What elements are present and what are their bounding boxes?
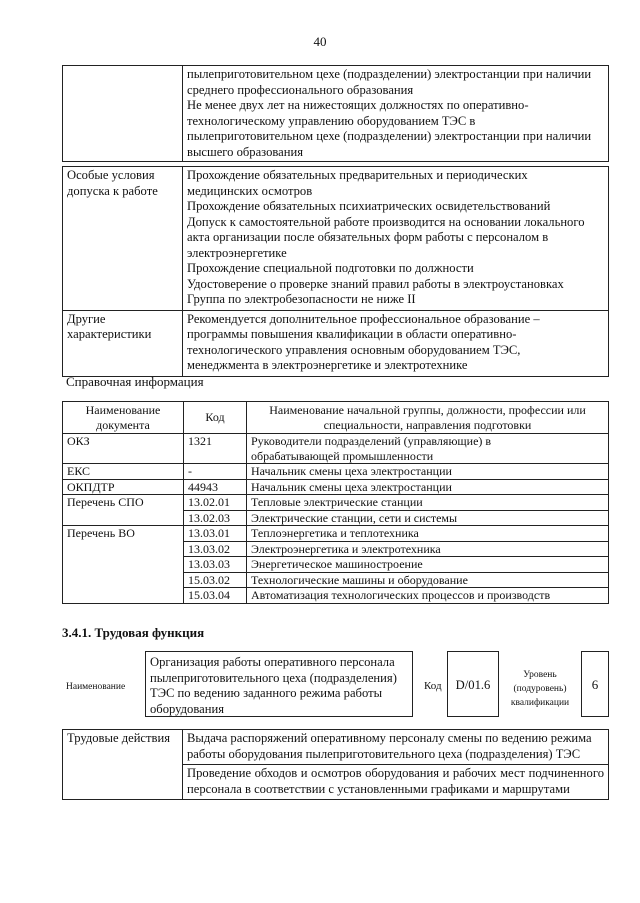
code-cell: 13.02.01 — [184, 495, 247, 511]
table-row — [63, 66, 609, 162]
other-characteristics-label — [63, 310, 183, 376]
text-line: Допуск к самостоятельной работе производится на основании локального — [187, 214, 585, 229]
header-document — [63, 402, 184, 434]
table-row — [63, 495, 609, 511]
text-line: медицинских осмотров — [187, 183, 313, 198]
name-cell: Начальник смены цеха электростанции — [247, 464, 609, 480]
text-line: Руководители подразделений (управляющие) в — [251, 434, 492, 448]
function-code-box: D/01.6 — [447, 651, 499, 717]
name-cell: Энергетическое машиностроение — [247, 557, 609, 573]
table-header-row — [63, 402, 609, 434]
text-line: среднего профессионального образования — [187, 82, 414, 97]
table-row — [63, 526, 609, 542]
text-line: Прохождение обязательных психиатрических освидетельствований — [187, 199, 551, 213]
text-line: Особые условия — [67, 168, 155, 182]
labor-actions-label: Трудовые действия — [63, 730, 183, 800]
text-line: Удостоверение о проверке знаний правил работы в электроустановках — [187, 276, 564, 291]
name-cell: Тепловые электрические станции — [247, 495, 609, 511]
text-line: пылеприготовительного цеха (подразделения) — [150, 670, 397, 685]
header-code: Код — [184, 402, 247, 434]
reference-info-table — [62, 401, 609, 604]
labor-action-cell: Проведение обходов и осмотров оборудования и рабочих мест подчиненного персонала в соответствии с установленными графиками и маршрутами — [183, 765, 609, 800]
doc-cell: ОКПДТР — [63, 479, 184, 495]
text-line: Организация работы оперативного персонала — [150, 655, 395, 669]
section-title: 3.4.1. Трудовая функция — [62, 625, 205, 640]
table-row — [63, 310, 609, 376]
name-label: Наименование — [66, 682, 126, 692]
code-cell: 13.03.03 — [184, 557, 247, 573]
text-line: Прохождение обязательных предварительных и периодических — [187, 168, 528, 182]
text-line: высшего образования — [187, 144, 304, 159]
function-name-box — [145, 651, 413, 717]
text-line: Наименование — [85, 403, 161, 417]
code-cell: 15.03.04 — [184, 588, 247, 604]
name-cell: Электрические станции, сети и системы — [247, 510, 609, 526]
name-cell: Электроэнергетика и электротехника — [247, 541, 609, 557]
code-label: Код — [424, 680, 442, 692]
text-line: менеджмента в электроэнергетике и электротехнике — [187, 358, 468, 372]
code-cell: 44943 — [184, 479, 247, 495]
text-line: квалификации — [510, 698, 570, 708]
text-line: электроэнергетике — [187, 245, 287, 260]
education-requirements-cell — [183, 66, 609, 162]
labor-action-cell — [183, 730, 609, 765]
text-line: оборудования — [150, 701, 224, 716]
text-line: Не менее двух лет на нижестоящих должностях по оперативно- — [187, 98, 529, 112]
table-row — [63, 730, 609, 765]
page-number: 40 — [313, 34, 327, 49]
text-line: ТЭС по ведению заданного режима работы — [150, 686, 383, 700]
admission-conditions-table — [62, 166, 609, 377]
table-row — [63, 167, 609, 311]
doc-cell: Перечень СПО — [63, 495, 184, 526]
text-line: программы повышения квалификации в области оперативно- — [187, 327, 517, 341]
text-line: пылеприготовительном цехе (подразделении) электростанции при наличии — [187, 129, 592, 143]
special-conditions-value — [183, 167, 609, 311]
text-line: Наименование начальной группы, должности, профессии или — [269, 403, 586, 417]
education-continuation-table — [62, 65, 609, 162]
text-line: допуска к работе — [67, 183, 158, 198]
code-cell: 13.02.03 — [184, 510, 247, 526]
special-conditions-label — [63, 167, 183, 311]
text-line: характеристики — [67, 327, 152, 341]
name-cell: Технологические машины и оборудование — [247, 572, 609, 588]
text-line: Другие — [67, 311, 106, 326]
header-name — [247, 402, 609, 434]
text-line: акта организации после обязательных форм работы с персоналом в — [187, 230, 549, 244]
table-row — [63, 434, 609, 464]
reference-info-title: Справочная информация — [66, 374, 204, 389]
text-line: Прохождение специальной подготовки по должности — [187, 261, 474, 275]
name-cell: Теплоэнергетика и теплотехника — [247, 526, 609, 542]
name-cell: Автоматизация технологических процессов и производств — [247, 588, 609, 604]
empty-label-cell — [63, 66, 183, 162]
text-line: Группа по электробезопасности не ниже II — [187, 292, 416, 306]
code-cell: 13.03.01 — [184, 526, 247, 542]
code-cell: - — [184, 464, 247, 480]
text-line: Рекомендуется дополнительное профессиональное образование – — [187, 311, 540, 326]
other-characteristics-value — [183, 310, 609, 376]
table-row — [63, 479, 609, 495]
doc-cell: ЕКС — [63, 464, 184, 480]
table-row — [63, 464, 609, 480]
text-line: (подуровень) — [513, 684, 567, 694]
name-cell: Начальник смены цеха электростанции — [247, 479, 609, 495]
text-line: пылеприготовительном цехе (подразделении) электростанции при наличии — [187, 67, 592, 81]
doc-cell: ОКЗ — [63, 434, 184, 464]
code-cell: 1321 — [184, 434, 247, 464]
code-cell: 15.03.02 — [184, 572, 247, 588]
name-cell — [247, 434, 609, 464]
text-line: обрабатывающей промышленности — [251, 448, 434, 463]
code-cell: 13.03.02 — [184, 541, 247, 557]
text-line: Уровень — [523, 670, 557, 680]
text-line: Выдача распоряжений оперативному персоналу смены по ведению режима — [187, 731, 592, 745]
qualification-level-box: 6 — [581, 651, 609, 717]
qualification-level-label — [500, 668, 580, 710]
text-line: специальности, направления подготовки — [323, 417, 532, 432]
labor-actions-table — [62, 729, 609, 800]
doc-cell: Перечень ВО — [63, 526, 184, 604]
text-line: документа — [96, 417, 150, 432]
text-line: работы оборудования пылеприготовительного цеха (подразделения) ТЭС — [187, 746, 581, 761]
text-line: технологическому управлению оборудованием ТЭС в — [187, 113, 476, 128]
text-line: технологического управления основным оборудованием ТЭС, — [187, 342, 521, 357]
